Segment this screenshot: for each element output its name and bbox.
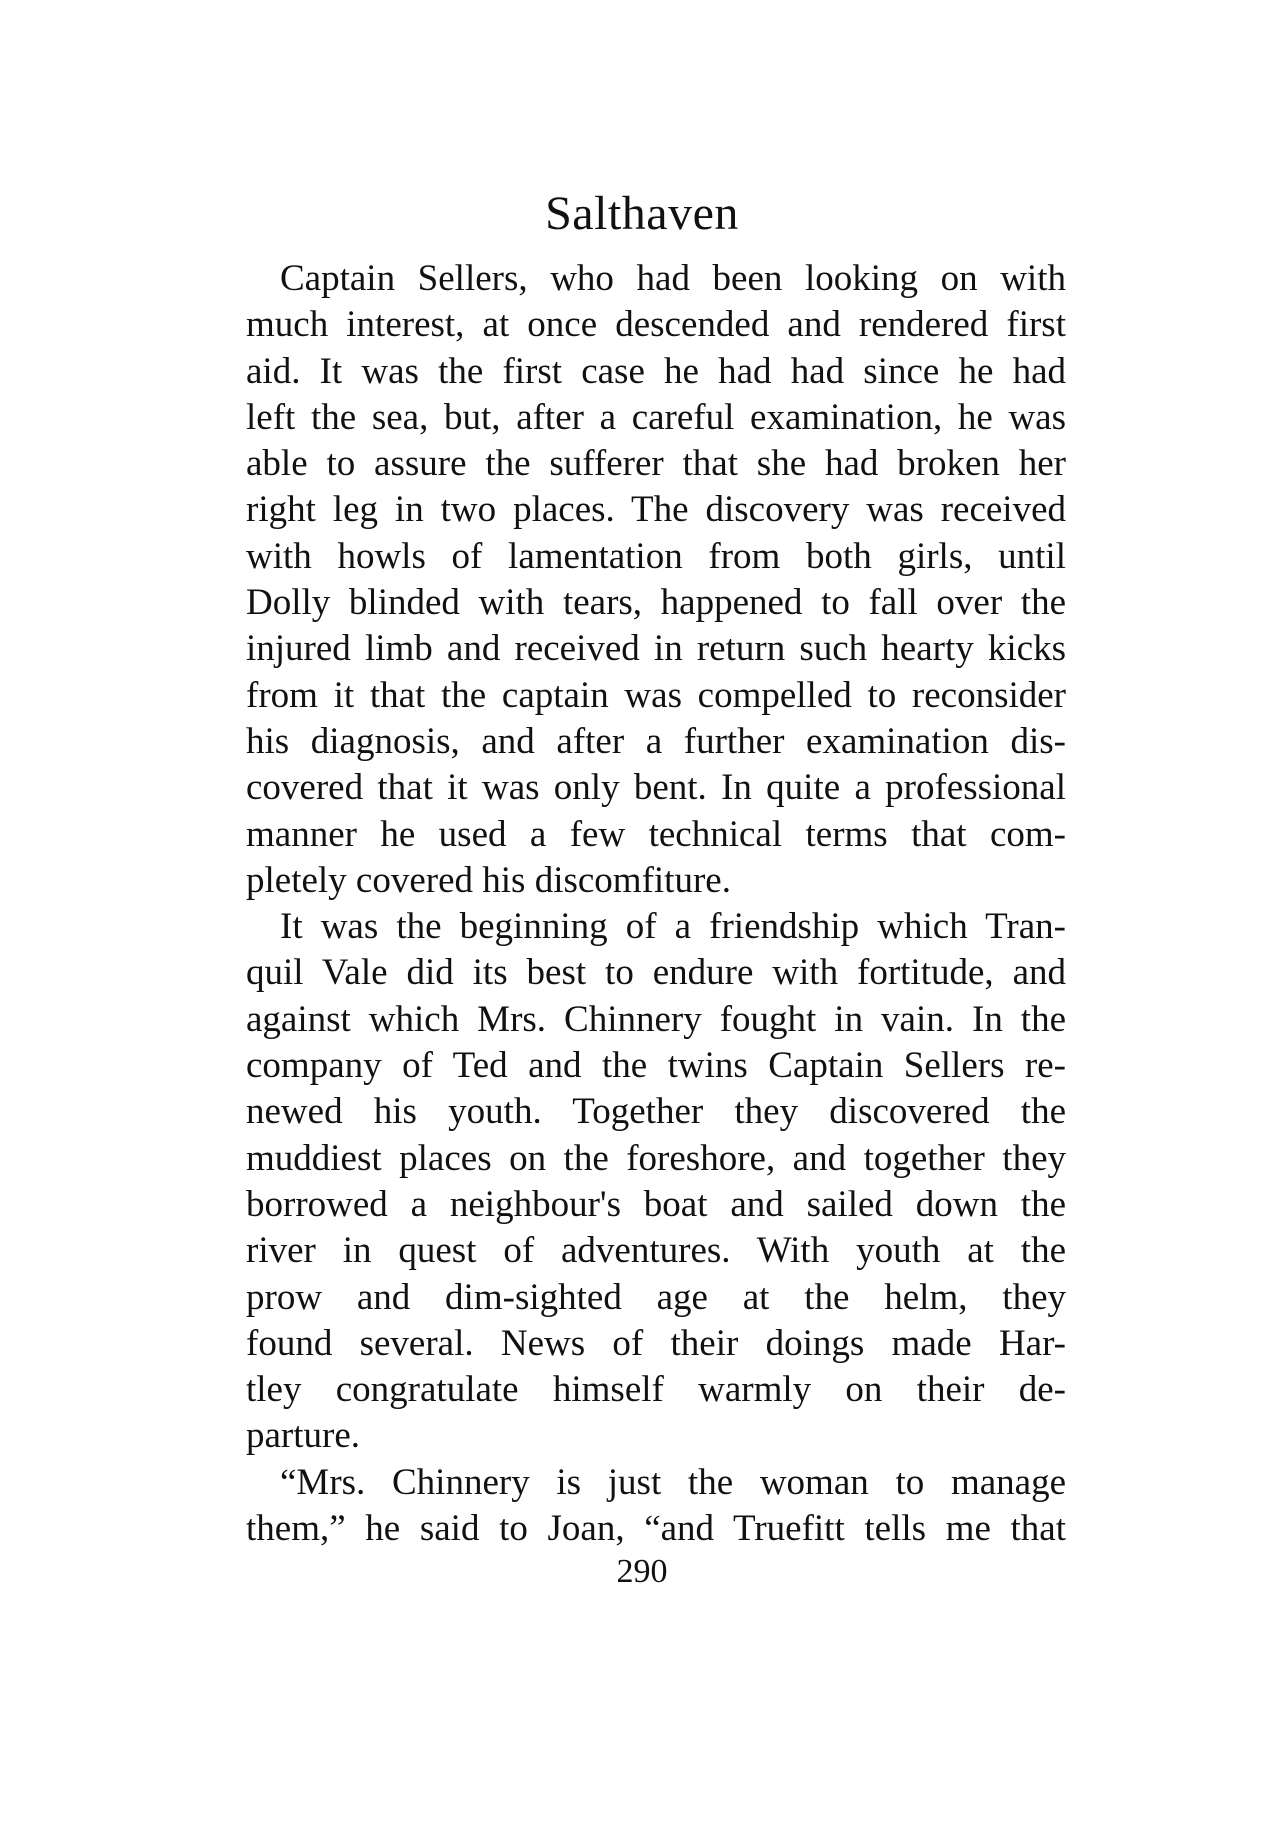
running-head: Salthaven bbox=[545, 187, 739, 240]
text-line: manner he used a few technical terms that com- bbox=[246, 813, 1066, 855]
body-text bbox=[246, 256, 1066, 1552]
page-number: 290 bbox=[616, 1553, 668, 1590]
text-line: pletely covered his discomfiture. bbox=[246, 859, 731, 901]
text-line: found several. News of their doings made Har- bbox=[246, 1322, 1066, 1364]
text-line: It was the beginning of a friendship which Tran- bbox=[280, 906, 1066, 948]
text-line: parture. bbox=[246, 1415, 361, 1457]
text-line: from it that the captain was compelled to reconsider bbox=[246, 674, 1066, 716]
text-line: covered that it was only bent. In quite a professional bbox=[246, 767, 1066, 809]
text-line: borrowed a neighbour's boat and sailed down the bbox=[246, 1183, 1066, 1225]
text-line: against which Mrs. Chinnery fought in vain. In the bbox=[246, 998, 1066, 1040]
text-line: left the sea, but, after a careful examination, he was bbox=[246, 396, 1066, 438]
text-line: river in quest of adventures. With youth at the bbox=[246, 1230, 1066, 1272]
text-line: them,” he said to Joan, “and Truefitt tells me that bbox=[246, 1508, 1066, 1550]
text-line: newed his youth. Together they discovered the bbox=[246, 1091, 1066, 1133]
text-line: much interest, at once descended and rendered first bbox=[246, 304, 1066, 346]
text-line: Captain Sellers, who had been looking on with bbox=[280, 258, 1066, 299]
text-line: right leg in two places. The discovery was received bbox=[246, 489, 1066, 531]
text-line: tley congratulate himself warmly on their de- bbox=[246, 1369, 1066, 1411]
text-line: his diagnosis, and after a further examination dis- bbox=[246, 720, 1066, 762]
text-line: prow and dim-sighted age at the helm, they bbox=[246, 1276, 1066, 1318]
text-line: “Mrs. Chinnery is just the woman to manage bbox=[280, 1461, 1066, 1503]
text-line: company of Ted and the twins Captain Sellers re- bbox=[246, 1045, 1066, 1087]
text-line: quil Vale did its best to endure with fortitude, and bbox=[246, 952, 1066, 994]
text-line: aid. It was the first case he had had since he had bbox=[246, 350, 1066, 392]
text-line: Dolly blinded with tears, happened to fall over the bbox=[246, 582, 1066, 624]
text-line: injured limb and received in return such hearty kicks bbox=[246, 628, 1066, 670]
text-line: with howls of lamentation from both girls, until bbox=[246, 535, 1066, 577]
text-line: able to assure the sufferer that she had broken her bbox=[246, 443, 1066, 485]
text-line: muddiest places on the foreshore, and together they bbox=[246, 1137, 1066, 1179]
